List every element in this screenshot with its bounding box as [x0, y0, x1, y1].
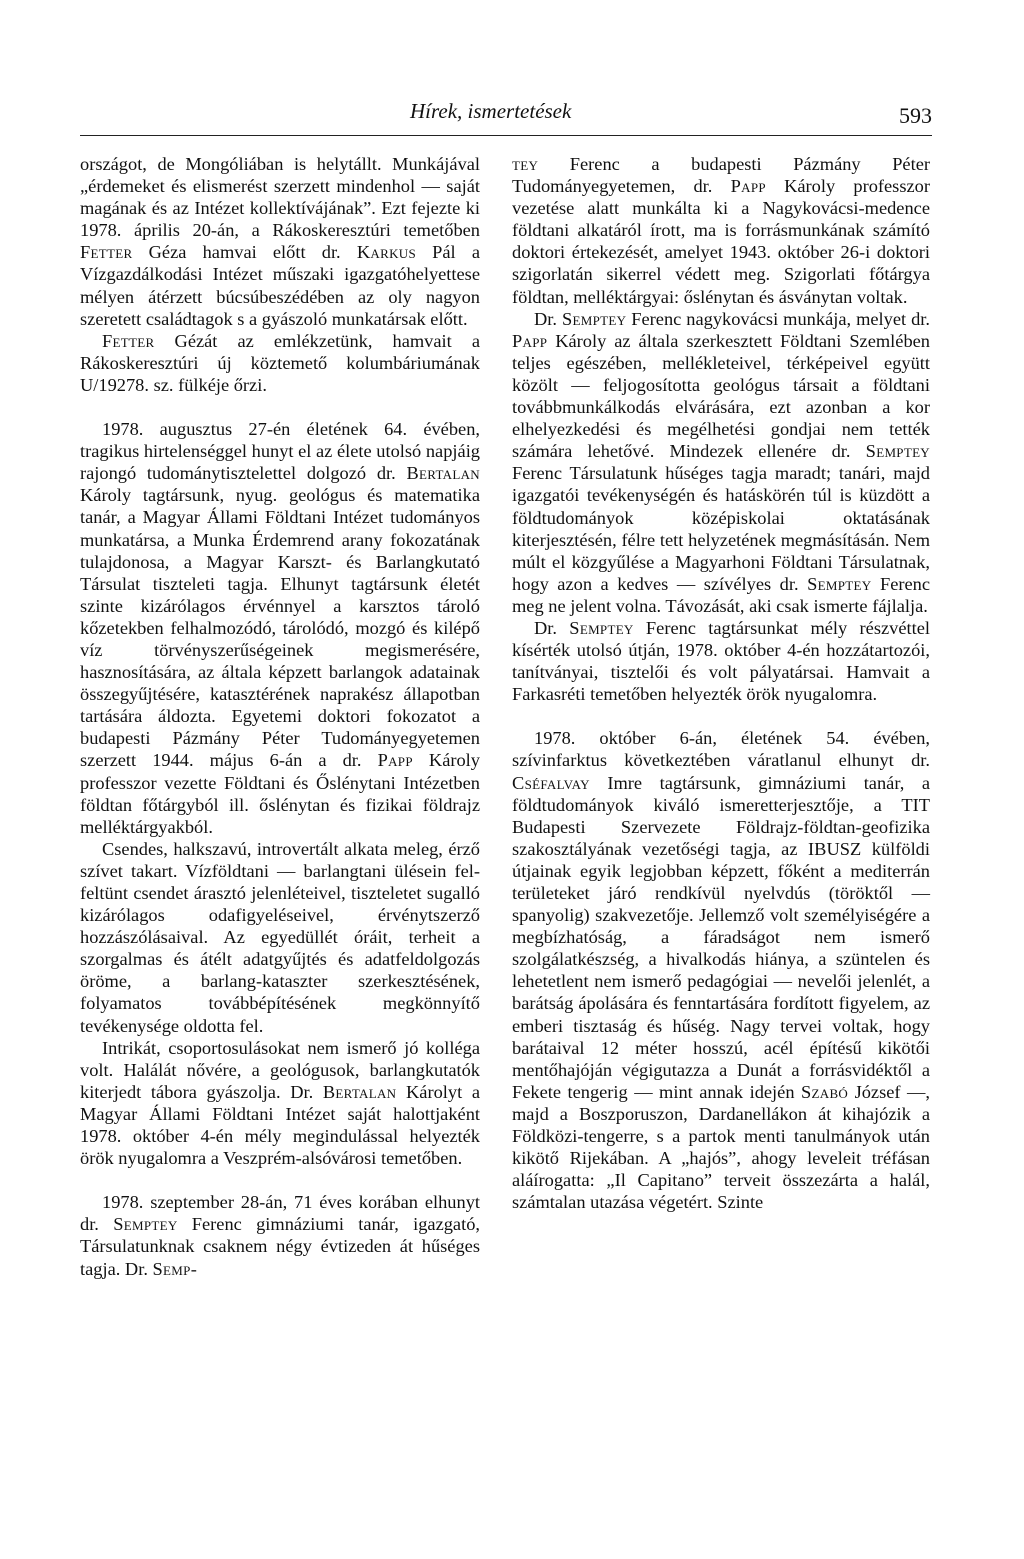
left-paragraph-5: Intrikát, csoportosulásokat nem ismerő jó kolléga volt. Halálát nővére, a geológusok, barlangkutatók kiterjedt tábora gyászolja. Dr. Bertalan Károlyt a Magyar Állami Földtani Intézet saját halottjaként 1978. október 4-én mély megindulással helyezték örök nyugalomra a Veszprém-alsóvárosi temetőben.: [80, 1037, 480, 1169]
right-paragraph-2: Dr. Semptey Ferenc nagykovácsi munkája, melyet dr. Papp Károly az általa szerkesztett Földtani Szemlében teljes egészében, mellékleteivel, térképeivel együtt közölt — feljogosította geológus társait a földtani továbbmunkálkodás elvárására, ezt azonban a kor elhelyezkedési és megélhetési gondjai nem tették számára lehetővé. Mindezek ellenére dr. Semptey Ferenc Társulatunk hűséges tagja maradt; tanári, majd igazgatói tevékenységén és hatáskörén túl is küzdött a földtudományok középiskolai oktatásának kiterjesztésén, félre tett helyzetének megmásításán. Nem múlt el közgyűlése a Magyarhoni Földtani Társulatnak, hogy azon a kedves — szívélyes dr. Semptey Ferenc meg ne jelent volna. Távozását, aki csak ismerte fájlalja.: [512, 308, 930, 616]
left-column: [80, 153, 480, 1280]
running-title: Hírek, ismertetések: [410, 99, 572, 123]
left-paragraph-6: 1978. szeptember 28-án, 71 éves korában elhunyt dr. Semptey Ferenc gimnáziumi tanár, igazgató, Társulatunknak csaknem négy évtizeden át hűséges tagja. Dr. Semp-: [80, 1192, 480, 1279]
right-paragraph-1: tey Ferenc a budapesti Pázmány Péter Tudományegyetemen, dr. Papp Károly professzor vezetése alatt munkálta ki a Nagykovácsi-medence földtani alkatáról írott, ma is forrásmunkának számító doktori értekezését, amelyet 1943. október 26-i doktori szigorlatán sikerrel védett meg. Szigorlati főtárgya földtan, melléktárgyai: őslénytan és ásványtan voltak.: [512, 154, 930, 307]
right-paragraph-3: Dr. Semptey Ferenc tagtársunkat mély részvéttel kísérték utolsó útján, 1978. október 4-én hozzátartozói, tanítványai, tisztelői és volt pályatársai. Hamvait a Farkasréti temetőben helyezték örök nyugalomra.: [512, 617, 930, 705]
page-header: [80, 95, 932, 135]
right-column: [512, 153, 930, 1213]
page-number: 593: [899, 103, 932, 128]
left-paragraph-4: Csendes, halkszavú, introvertált alkata meleg, érző szívet takart. Vízföldtani — barlangtani ülésein fel-feltünt csendet árasztó jelenléteivel, tiszteletet sugalló kizárólagos odafigyeléseivel, érvénytszerző hozzászólásaival. Az egyedüllét óráit, terheit a szorgalmas és átélt adatgyűjtés és adatfeldolgozás öröme, a barlang-kataszter szerkesztésének, folyamatos továbbépítésének megkönnyítő tevékenysége oldotta fel.: [80, 838, 480, 1036]
header-rule: [80, 135, 932, 136]
left-paragraph-3: 1978. augusztus 27-én életének 64. évében, tragikus hirtelenséggel hunyt el az élete utolsó napjáig rajongó tudománytisztelettel dolgozó dr. Bertalan Károly tagtársunk, nyug. geológus és matematika tanár, a Magyar Állami Földtani Intézet tudományos munkatársa, a Munka Érdemrend arany fokozatának tulajdonosa, a Magyar Karszt- és Barlangkutató Társulat tiszteleti tagja. Elhunyt tagtársunk életét szinte kizárólagos érvénnyel a karsztos tároló kőzetekben felhalmozódó, tárolódó, mozgó és kilépő víz törvényszerűségeinek megismerésére, hasznosítására, az általa képzett barlangok adatainak összegyűjtésére, katasztérének naprakész állapotban tartására áldozta. Egyetemi doktori fokozatot a budapesti Pázmány Péter Tudományegyetemen szerzett 1944. május 6-án a dr. Papp Károly professzor vezette Földtani és Őslénytani Intézetben földtan főtárgyból ill. őslénytan és fizikai földrajz melléktárgyakból.: [80, 419, 480, 837]
right-paragraph-4: 1978. október 6-án, életének 54. évében, szívinfarktus következtében váratlanul elhunyt dr. Cséfalvay Imre tagtársunk, gimnáziumi tanár, a földtudományok kiváló ismeretterjesztője, a TIT Budapesti Szervezete Földrajz-földtan-geofizika szakosztályának vezetőségi tagja, az IBUSZ külföldi útjainak egyik legjobban képzett, főként a mediterrán területeket járó rendkívül nyelvdús (töröktől — spanyolig) szakvezetője. Jellemző volt személyiségére a megbízhatóság, a fáradságot nem ismerő szolgálatkészség, a hivalkodás hiánya, a szüntelen és lehetetlent nem ismerő pedagógiai — nevelői jelenlét, a barátság ápolására és fenntartására fordított figyelem, az emberi tisztaság és hűség. Nagy tervei voltak, hogy barátaival 12 méter hosszú, acél építésű kikötői mentőhajóján végigutazza a Dunát a forrásvidéktől a Fekete tengerig — mint annak idején Szabó József —, majd a Boszporuszon, Dardanellákon át kihajózik a Földközi-tengerre, s a partok menti tanulmányok után kikötő Rijekában. A „hajós”, ahogy leveleit tréfásan aláírogatta: „Il Capitano” terveit összezárta a halál, számtalan utazása végetért. Szinte: [512, 728, 930, 1213]
left-paragraph-2: Fetter Gézát az emlékzetünk, hamvait a Rákoskeresztúri új köztemető kolumbáriumának U/19278. sz. fülkéje őrzi.: [80, 330, 480, 395]
left-paragraph-1: országot, de Mongóliában is helytállt. Munkájával „érdemeket és elismerést szerzett mindenhol — saját magának és az Intézet kollektívájának”. Ezt fejezte ki 1978. április 20-án, a Rákoskeresztúri temetőben Fetter Géza hamvai előtt dr. Karkus Pál a Vízgazdálkodási Intézet műszaki igazgatóhelyettese mélyen átérzett búcsúbeszédében az oly nagyon szeretett családtagok s a gyászoló munkatársak előtt.: [80, 154, 480, 329]
